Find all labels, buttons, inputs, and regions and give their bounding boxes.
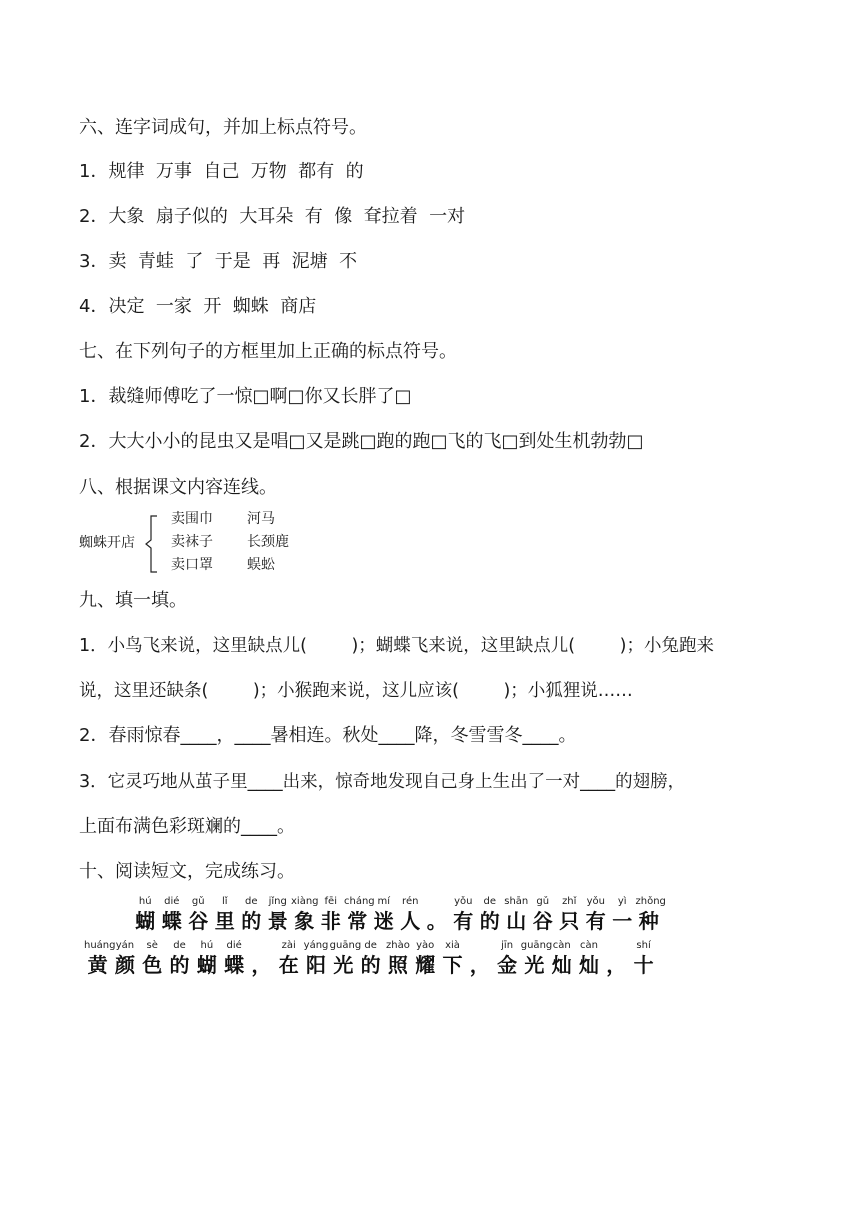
hanzi-character: 蝶	[224, 953, 245, 977]
pinyin-char	[193, 940, 220, 978]
section-7-item-1: 1．裁缝师傅吃了一惊□啊□你又长胖了□	[79, 386, 412, 407]
hanzi-character: 颜	[114, 953, 135, 977]
pinyin-char	[265, 896, 292, 934]
section-8-title: 八、根据课文内容连线。	[79, 477, 277, 498]
hanzi-character: 常	[347, 909, 368, 933]
pinyin-annotation: jǐng	[268, 896, 287, 907]
pinyin-annotation: gǔ	[536, 896, 550, 907]
pinyin-annotation: gǔ	[191, 896, 205, 907]
hanzi-character: 有	[585, 909, 606, 933]
hanzi-character: 里	[214, 909, 235, 933]
pinyin-char	[384, 940, 411, 978]
hanzi-character: 耀	[415, 953, 436, 977]
section-9-line-4: 3．它灵巧地从茧子里____出来，惊奇地发现自己身上生出了一对____的翅膀，	[79, 772, 686, 792]
matching-diagram	[79, 508, 319, 578]
pinyin-char	[493, 940, 520, 978]
hanzi-character: 黄	[87, 953, 108, 977]
pinyin-annotation: zhǐ	[562, 896, 577, 907]
hanzi-character: 照	[387, 953, 408, 977]
pinyin-annotation: zhào	[385, 940, 410, 951]
pinyin-char	[548, 940, 575, 978]
pinyin-annotation: hú	[138, 896, 152, 907]
hanzi-character: 十	[633, 953, 654, 977]
hanzi-character: 蝶	[161, 909, 182, 933]
hanzi-character: 种	[638, 909, 659, 933]
pinyin-char	[609, 896, 636, 934]
pinyin-char	[275, 940, 302, 978]
hanzi-character: 色	[142, 953, 163, 977]
pinyin-annotation: yào	[416, 940, 435, 951]
section-9-title: 九、填一填。	[79, 590, 187, 611]
hanzi-character: 人	[400, 909, 421, 933]
pinyin-char	[248, 940, 275, 978]
pinyin-char	[466, 940, 493, 978]
section-10-title: 十、阅读短文，完成练习。	[79, 861, 295, 882]
hanzi-character: 谷	[188, 909, 209, 933]
hanzi-character: ，	[606, 953, 627, 977]
pinyin-char	[397, 896, 424, 934]
pinyin-annotation: xiàng	[291, 896, 319, 907]
pinyin-char	[139, 940, 166, 978]
hanzi-character: 迷	[373, 909, 394, 933]
hanzi-character: 象	[294, 909, 315, 933]
pinyin-char	[357, 940, 384, 978]
pinyin-char	[424, 896, 451, 934]
pinyin-char	[166, 940, 193, 978]
matching-root: 蜘蛛开店	[79, 535, 135, 551]
hanzi-character: 非	[320, 909, 341, 933]
left-item-1: 卖围巾	[171, 511, 213, 527]
pinyin-annotation: zài	[281, 940, 296, 951]
pinyin-annotation: yì	[617, 896, 627, 907]
pinyin-text-row-1	[132, 896, 666, 934]
section-6-title: 六、连字词成句，并加上标点符号。	[79, 117, 367, 138]
pinyin-annotation: rén	[402, 896, 419, 907]
pinyin-annotation: yǒu	[454, 896, 473, 907]
pinyin-annotation: mí	[377, 896, 391, 907]
section-6-item-2: 2．大象 扇子似的 大耳朵 有 像 耷拉着 一对	[79, 206, 466, 227]
hanzi-character: 一	[612, 909, 633, 933]
section-7-title: 七、在下列句子的方框里加上正确的标点符号。	[79, 341, 457, 362]
section-6-item-1: 1．规律 万事 自己 万物 都有 的	[79, 161, 364, 182]
hanzi-character: 在	[278, 953, 299, 977]
hanzi-character: 光	[333, 953, 354, 977]
section-9-line-3: 2．春雨惊春____，____暑相连。秋处____降，冬雪雪冬____。	[79, 725, 577, 746]
pinyin-annotation: de	[364, 940, 377, 951]
pinyin-annotation: fēi	[324, 896, 337, 907]
pinyin-annotation: de	[245, 896, 258, 907]
pinyin-char	[344, 896, 375, 934]
pinyin-annotation: càn	[552, 940, 571, 951]
pinyin-char	[450, 896, 477, 934]
pinyin-char	[132, 896, 159, 934]
pinyin-char	[583, 896, 610, 934]
pinyin-char	[185, 896, 212, 934]
pinyin-annotation: de	[173, 940, 186, 951]
hanzi-character: 只	[559, 909, 580, 933]
brace-icon	[143, 514, 163, 574]
section-6-item-3: 3．卖 青蛙 了 于是 再 泥塘 不	[79, 251, 358, 272]
hanzi-character: 蝴	[196, 953, 217, 977]
hanzi-character: 景	[267, 909, 288, 933]
pinyin-annotation: sè	[146, 940, 158, 951]
pinyin-annotation: guāng	[520, 940, 553, 951]
pinyin-annotation: yáng	[303, 940, 329, 951]
pinyin-annotation: dié	[164, 896, 180, 907]
pinyin-annotation	[424, 896, 451, 908]
pinyin-char	[556, 896, 583, 934]
hanzi-character: 阳	[306, 953, 327, 977]
pinyin-annotation: hú	[200, 940, 214, 951]
pinyin-char	[111, 940, 138, 978]
left-item-3: 卖口罩	[171, 557, 213, 573]
pinyin-annotation: huáng	[84, 940, 116, 951]
hanzi-character: 的	[241, 909, 262, 933]
pinyin-char	[635, 896, 666, 934]
pinyin-annotation: dié	[226, 940, 242, 951]
pinyin-annotation: lǐ	[221, 896, 228, 907]
pinyin-annotation	[248, 940, 275, 952]
section-7-item-2: 2．大大小小的昆虫又是唱□又是跳□跑的跑□飞的飞□到处生机勃勃□	[79, 431, 644, 452]
pinyin-char	[329, 940, 362, 978]
hanzi-character: 谷	[532, 909, 553, 933]
section-6-item-4: 4．决定 一家 开 蜘蛛 商店	[79, 296, 317, 317]
pinyin-char	[371, 896, 398, 934]
pinyin-annotation: jīn	[501, 940, 514, 951]
pinyin-char	[84, 940, 116, 978]
right-item-3: 蜈蚣	[247, 557, 275, 573]
hanzi-character: 蝴	[135, 909, 156, 933]
pinyin-char	[220, 940, 247, 978]
pinyin-annotation: yán	[115, 940, 135, 951]
hanzi-character: 山	[506, 909, 527, 933]
pinyin-char	[302, 940, 329, 978]
pinyin-char	[238, 896, 265, 934]
hanzi-character: 的	[360, 953, 381, 977]
section-9-line-2: 说，这里还缺条( )；小猴跑来说，这儿应该( )；小狐狸说……	[79, 681, 633, 701]
pinyin-annotation: xià	[445, 940, 460, 951]
pinyin-char	[439, 940, 466, 978]
hanzi-character: 的	[479, 909, 500, 933]
pinyin-annotation: cháng	[344, 896, 375, 907]
pinyin-char	[159, 896, 186, 934]
pinyin-annotation: de	[483, 896, 496, 907]
pinyin-annotation	[466, 940, 493, 952]
pinyin-char	[530, 896, 557, 934]
pinyin-char	[212, 896, 239, 934]
pinyin-char	[291, 896, 318, 934]
pinyin-char	[630, 940, 657, 978]
hanzi-character: 金	[497, 953, 518, 977]
pinyin-annotation: yǒu	[586, 896, 605, 907]
right-item-1: 河马	[247, 511, 275, 527]
pinyin-annotation: càn	[580, 940, 598, 951]
left-item-2: 卖袜子	[171, 534, 213, 550]
hanzi-character: 有	[453, 909, 474, 933]
hanzi-character: ，	[251, 953, 272, 977]
section-9-line-5: 上面布满色彩斑斓的____。	[79, 816, 295, 837]
pinyin-char	[575, 940, 602, 978]
pinyin-char	[520, 940, 553, 978]
hanzi-character: 下	[442, 953, 463, 977]
section-9-line-1: 1．小鸟飞来说，这里缺点儿( )；蝴蝶飞来说，这里缺点儿( )；小兔跑来	[79, 636, 714, 656]
pinyin-char	[412, 940, 439, 978]
pinyin-char	[503, 896, 530, 934]
right-item-2: 长颈鹿	[247, 534, 289, 550]
pinyin-text-row-2	[84, 940, 657, 978]
pinyin-char	[318, 896, 345, 934]
pinyin-annotation	[603, 940, 630, 952]
pinyin-annotation: shí	[636, 940, 651, 951]
hanzi-character: 的	[169, 953, 190, 977]
pinyin-annotation: shān	[504, 896, 529, 907]
hanzi-character: ，	[469, 953, 490, 977]
hanzi-character: 。	[426, 909, 447, 933]
pinyin-annotation: zhǒng	[635, 896, 666, 907]
hanzi-character: 灿	[551, 953, 572, 977]
pinyin-char	[603, 940, 630, 978]
hanzi-character: 光	[524, 953, 545, 977]
pinyin-annotation: guāng	[329, 940, 362, 951]
pinyin-char	[477, 896, 504, 934]
hanzi-character: 灿	[578, 953, 599, 977]
